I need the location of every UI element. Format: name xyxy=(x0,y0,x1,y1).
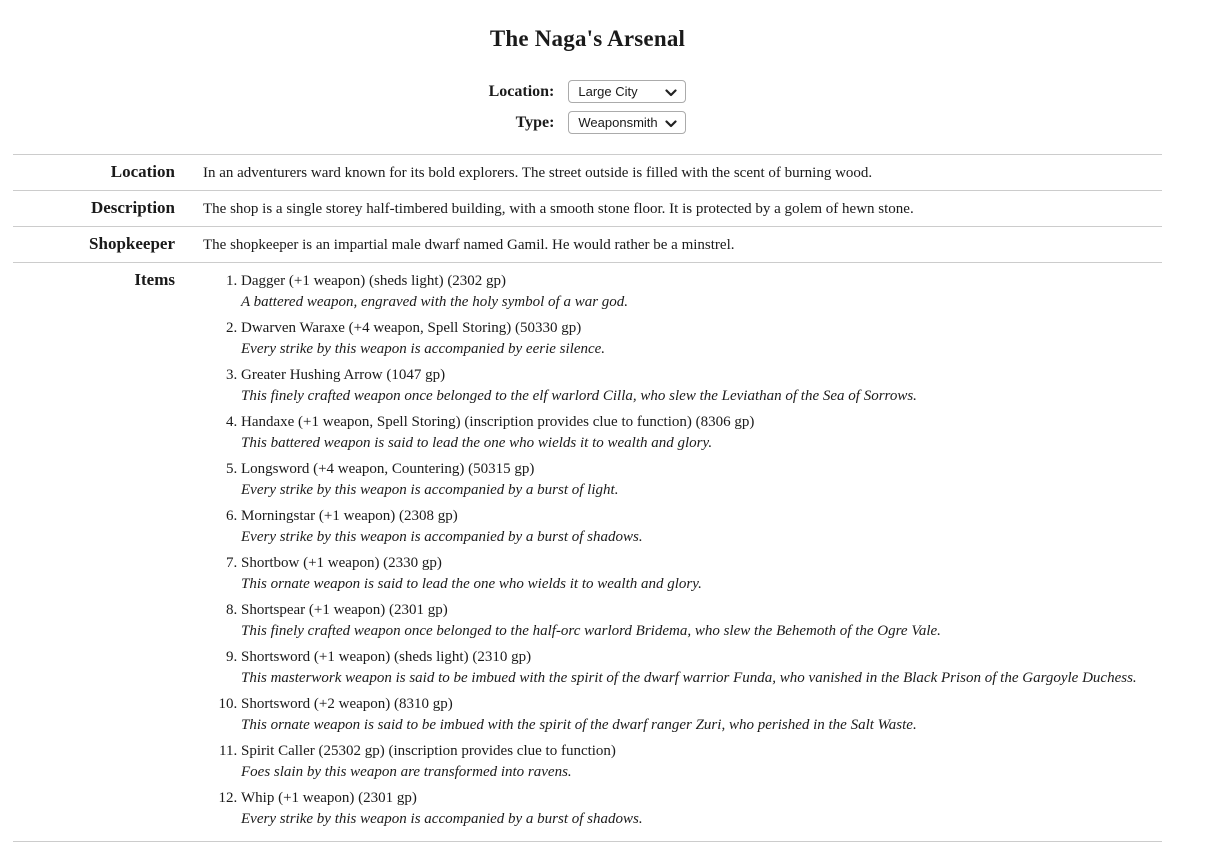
item-row xyxy=(241,459,1162,501)
item-name: 7. Shortbow (+1 weapon) (2330 gp) xyxy=(241,555,442,571)
item-description: Every strike by this weapon is accompanied by a burst of light. xyxy=(241,482,619,498)
item-description: This finely crafted weapon once belonged to the elf warlord Cilla, who slew the Leviathan of the Sea of Sorrows. xyxy=(241,388,917,404)
generator-form xyxy=(489,76,687,138)
item-name: 9. Shortsword (+1 weapon) (sheds light) (2310 gp) xyxy=(241,649,532,665)
type-select[interactable] xyxy=(568,111,686,134)
shopkeeper-row xyxy=(13,227,1162,263)
item-name: 12. Whip (+1 weapon) (2301 gp) xyxy=(241,790,417,806)
item-name: 11. Spirit Caller (25302 gp) (inscription provides clue to function) xyxy=(241,743,616,759)
item-description: This finely crafted weapon once belonged to the half-orc warlord Bridema, who slew the Behemoth of the Ogre Vale. xyxy=(241,623,941,639)
location-row xyxy=(13,155,1162,191)
item-row xyxy=(241,412,1162,454)
item-description: Foes slain by this weapon are transformed into ravens. xyxy=(241,764,572,780)
item-description: Every strike by this weapon is accompanied by a burst of shadows. xyxy=(241,811,643,827)
item-description: This ornate weapon is said to be imbued with the spirit of the dwarf ranger Zuri, who perished in the Salt Waste. xyxy=(241,717,917,733)
location-select-wrap xyxy=(568,76,686,107)
items-row xyxy=(13,263,1162,842)
item-description: This battered weapon is said to lead the one who wields it to wealth and glory. xyxy=(241,435,713,451)
item-description: Every strike by this weapon is accompanied by eerie silence. xyxy=(241,341,606,357)
item-row xyxy=(241,600,1162,642)
item-row xyxy=(241,647,1162,689)
location-select[interactable] xyxy=(568,80,686,103)
type-select-wrap xyxy=(568,107,686,138)
item-row xyxy=(241,365,1162,407)
items-row-header: Items xyxy=(134,270,175,289)
item-name: 2. Dwarven Waraxe (+4 weapon, Spell Storing) (50330 gp) xyxy=(241,320,582,336)
item-description: This masterwork weapon is said to be imbued with the spirit of the dwarf warrior Funda, who vanished in the Black Prison of the Gargoyle Duchess. xyxy=(241,670,1137,686)
item-name: 10. Shortsword (+2 weapon) (8310 gp) xyxy=(241,696,453,712)
item-description: This ornate weapon is said to lead the one who wields it to wealth and glory. xyxy=(241,576,702,592)
description-row xyxy=(13,191,1162,227)
item-row xyxy=(241,788,1162,830)
item-name: 5. Longsword (+4 weapon, Countering) (50315 gp) xyxy=(241,461,535,477)
shopkeeper-row-header: Shopkeeper xyxy=(89,234,175,253)
item-description: Every strike by this weapon is accompanied by a burst of shadows. xyxy=(241,529,643,545)
location-label: Location: xyxy=(488,82,555,100)
item-name: 1. Dagger (+1 weapon) (sheds light) (2302 gp) xyxy=(241,273,507,289)
location-row-header: Location xyxy=(110,162,175,181)
item-description: A battered weapon, engraved with the holy symbol of a war god. xyxy=(241,294,629,310)
item-row xyxy=(241,553,1162,595)
item-name: 8. Shortspear (+1 weapon) (2301 gp) xyxy=(241,602,448,618)
shopkeeper-row-text: The shopkeeper is an impartial male dwarf named Gamil. He would rather be a minstrel. xyxy=(203,237,735,253)
item-row xyxy=(241,506,1162,548)
type-form-row xyxy=(489,107,687,138)
item-row xyxy=(241,741,1162,783)
location-row-text: In an adventurers ward known for its bold explorers. The street outside is filled with the scent of burning wood. xyxy=(203,165,873,181)
item-row xyxy=(241,271,1162,313)
item-name: 6. Morningstar (+1 weapon) (2308 gp) xyxy=(241,508,458,524)
page-title: The Naga's Arsenal xyxy=(489,26,686,51)
item-row xyxy=(241,318,1162,360)
items-row-cell xyxy=(175,263,1162,842)
type-label: Type: xyxy=(515,113,555,131)
description-row-header: Description xyxy=(90,198,175,217)
description-row-text: The shop is a single storey half-timbered building, with a smooth stone floor. It is protected by a golem of hewn stone. xyxy=(203,201,914,217)
item-name: 4. Handaxe (+1 weapon, Spell Storing) (inscription provides clue to function) (8306 gp) xyxy=(241,414,755,430)
item-name: 3. Greater Hushing Arrow (1047 gp) xyxy=(241,367,446,383)
item-row xyxy=(241,694,1162,736)
shop-result-table xyxy=(13,154,1162,842)
items-list xyxy=(203,271,1162,830)
location-form-row xyxy=(489,76,687,107)
shop-generator-page xyxy=(13,26,1162,842)
